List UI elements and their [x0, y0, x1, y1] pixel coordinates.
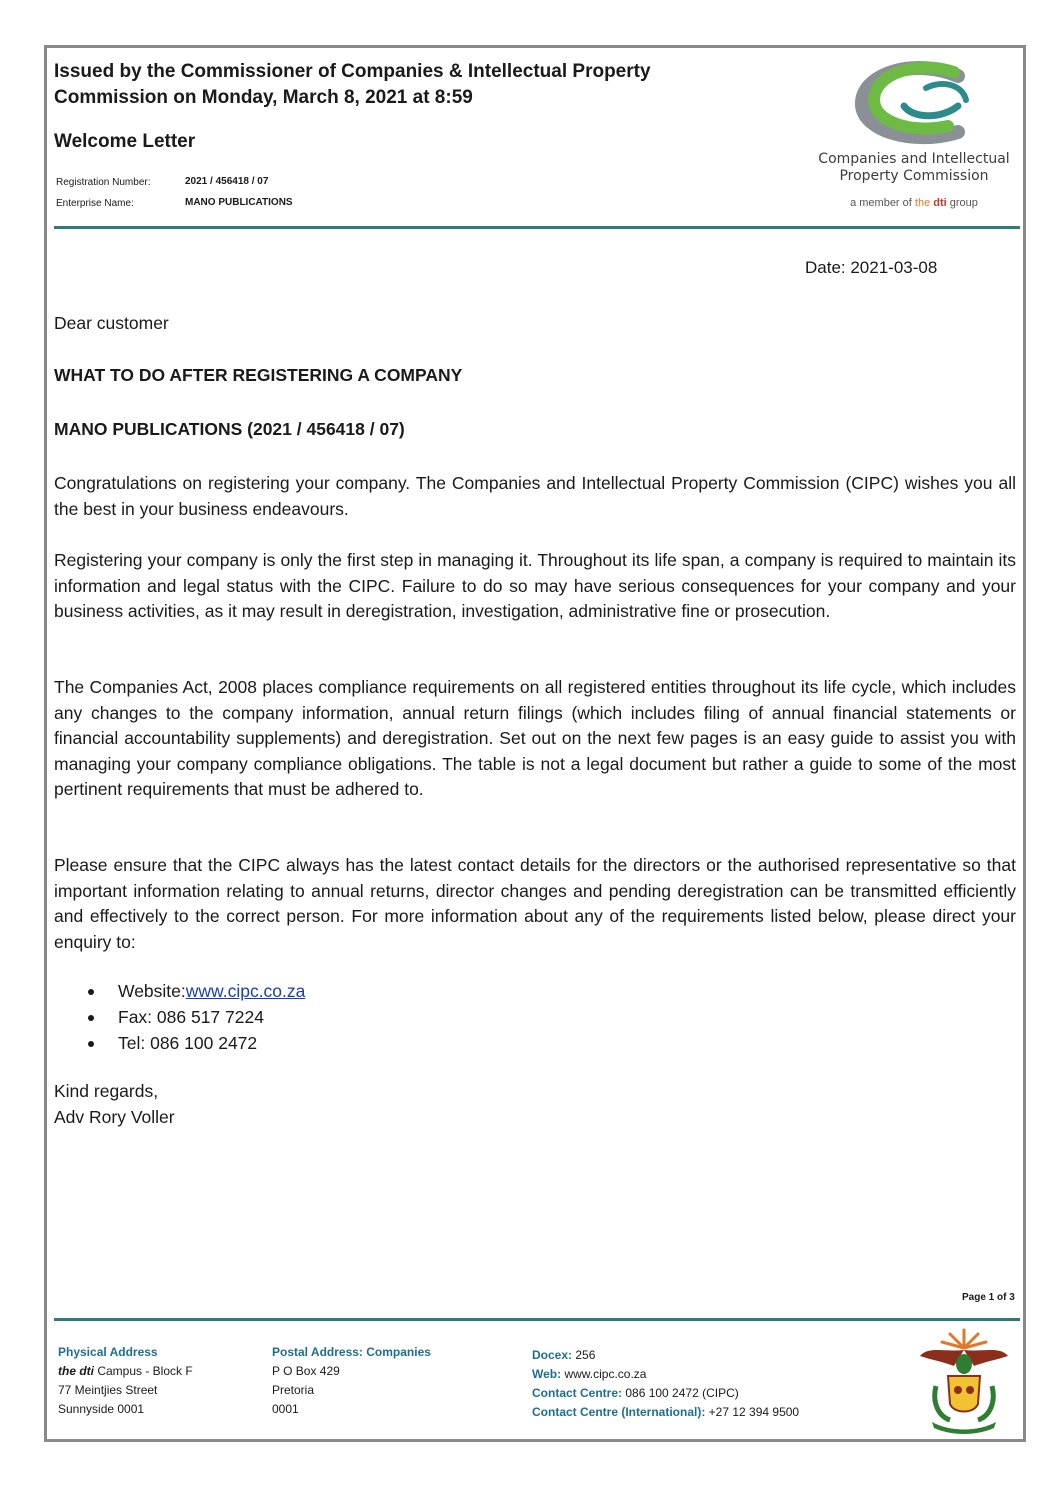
postal-line-1: P O Box 429: [272, 1364, 340, 1378]
signature-block: [54, 1078, 175, 1130]
signatory-name: Adv Rory Voller: [54, 1107, 175, 1127]
welcome-letter-title: Welcome Letter: [54, 131, 196, 152]
logo-member-prefix: a member of: [850, 197, 915, 209]
physical-campus: Campus - Block F: [94, 1364, 193, 1378]
contact-centre-intl-label: Contact Centre (International):: [532, 1405, 706, 1419]
greeting: Dear customer: [54, 313, 169, 333]
enterprise-name-value: MANO PUBLICATIONS: [185, 197, 293, 208]
closing: Kind regards,: [54, 1081, 159, 1101]
physical-line-3: Sunnyside 0001: [58, 1402, 145, 1416]
docex-value: 256: [572, 1348, 596, 1362]
contact-centre-line: [532, 1384, 799, 1403]
docex-label: Docex:: [532, 1348, 573, 1362]
header-divider: [54, 226, 1020, 229]
issued-line-1: Issued by the Commissioner of Companies & Intellectual Property: [54, 61, 651, 82]
issued-by-heading: [54, 59, 754, 111]
web-label: Web:: [532, 1367, 562, 1381]
footer-contact: [532, 1346, 799, 1422]
cipc-swirl-icon: [808, 60, 1020, 146]
physical-dti: the dti: [58, 1364, 94, 1378]
logo-member-dti: dti: [933, 197, 947, 209]
contact-centre-label: Contact Centre:: [532, 1386, 623, 1400]
footer-physical-address: [58, 1343, 193, 1419]
list-item-tel: Tel: 086 100 2472: [84, 1030, 305, 1056]
postal-line-3: 0001: [272, 1402, 299, 1416]
cipc-logo: [808, 60, 1020, 209]
docex-line: [532, 1346, 799, 1365]
contact-centre-intl-value: +27 12 394 9500: [705, 1405, 800, 1419]
registration-number-value: 2021 / 456418 / 07: [185, 176, 269, 187]
enterprise-name-label: Enterprise Name:: [56, 198, 134, 209]
logo-name-line-1: Companies and Intellectual: [818, 151, 1010, 167]
paragraph-companies-act: The Companies Act, 2008 places compliance requirements on all registered entities throughout its life cycle, which includes any changes to the company information, annual return filings (which includes filing of annual financial statements or financial accountability supplements) and deregistration. Set out on the next few pages is an easy guide to assist you with managing your company compliance obligations. The table is not a legal document but rather a guide to some of the most pertinent requirements that must be adhered to.: [54, 677, 1016, 799]
contact-centre-intl-line: [532, 1403, 799, 1422]
paragraph-contact-details: Please ensure that the CIPC always has the latest contact details for the directors or the authorised representative so that important information relating to annual returns, director changes and pending deregistration can be transmitted efficiently and effectively to the correct person. For more information about any of the requirements listed below, please direct your enquiry to:: [54, 855, 1016, 952]
web-value[interactable]: www.cipc.co.za: [561, 1367, 647, 1381]
physical-line-2: 77 Meintjies Street: [58, 1383, 158, 1397]
physical-line-1: [58, 1362, 193, 1381]
logo-member-the: the: [914, 197, 934, 209]
paragraph-congratulations: Congratulations on registering your company. The Companies and Intellectual Property Commission (CIPC) wishes you all the best in your business endeavours.: [54, 473, 1016, 519]
footer-postal-address: [272, 1343, 431, 1419]
postal-line-2: Pretoria: [272, 1383, 315, 1397]
list-item-website: [84, 978, 305, 1004]
registration-number-label: Registration Number:: [56, 177, 151, 188]
coat-of-arms: [914, 1326, 1014, 1439]
company-heading: MANO PUBLICATIONS (2021 / 456418 / 07): [54, 419, 405, 439]
coat-of-arms-icon: [914, 1326, 1014, 1434]
issued-line-2: Commission on Monday, March 8, 2021 at 8:59: [54, 87, 473, 108]
contact-centre-value: 086 100 2472 (CIPC): [622, 1386, 739, 1400]
website-link[interactable]: www.cipc.co.za: [185, 981, 306, 1001]
letter-date: Date: 2021-03-08: [805, 258, 938, 277]
list-item-fax: Fax: 086 517 7224: [84, 1004, 305, 1030]
logo-member-suffix: group: [946, 197, 978, 209]
postal-address-title: Postal Address: Companies: [272, 1345, 431, 1359]
paragraph-first-step: Registering your company is only the first step in managing it. Throughout its life span, a company is required to maintain its information and legal status with the CIPC. Failure to do so may have serious consequences for your company and your business activities, as it may result in deregistration, investigation, administrative fine or prosecution.: [54, 550, 1016, 621]
web-line: [532, 1365, 799, 1384]
page-number: Page 1 of 3: [962, 1292, 1015, 1303]
contact-list: [84, 978, 305, 1056]
section-heading: WHAT TO DO AFTER REGISTERING A COMPANY: [54, 365, 463, 385]
physical-address-title: Physical Address: [58, 1345, 158, 1359]
footer-divider: [54, 1318, 1020, 1321]
logo-member-tagline: [808, 197, 1020, 209]
logo-name-line-2: Property Commission: [839, 168, 989, 184]
website-label: Website:: [118, 981, 186, 1001]
